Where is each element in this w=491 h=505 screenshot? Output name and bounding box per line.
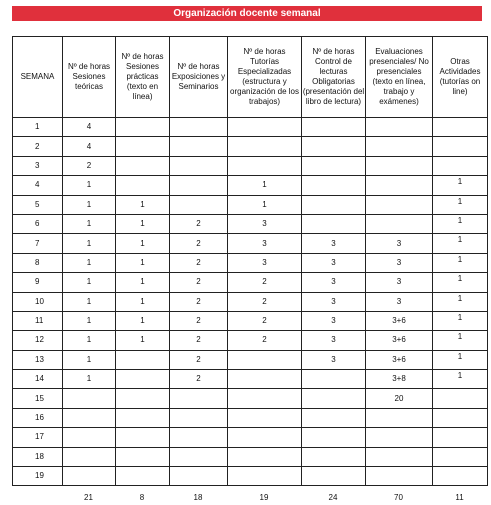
cell-evaluaciones <box>366 118 433 137</box>
weekly-schedule-table <box>12 36 488 486</box>
cell-semana: 8 <box>13 253 63 272</box>
cell-control-lecturas <box>302 467 366 486</box>
cell-semana: 10 <box>13 292 63 311</box>
cell-sesiones-practicas <box>116 118 170 137</box>
cell-sesiones-practicas: 1 <box>116 234 170 253</box>
cell-evaluaciones <box>366 467 433 486</box>
cell-control-lecturas <box>302 447 366 466</box>
cell-sesiones-teoricas: 1 <box>63 370 116 389</box>
cell-sesiones-teoricas: 1 <box>63 311 116 330</box>
cell-tutorias: 1 <box>228 195 302 214</box>
cell-exposiciones: 2 <box>170 311 228 330</box>
cell-tutorias: 2 <box>228 273 302 292</box>
cell-tutorias <box>228 467 302 486</box>
total-otras-actividades: 11 <box>455 492 464 502</box>
cell-semana: 16 <box>13 408 63 427</box>
cell-otras-actividades: 1 <box>433 292 488 311</box>
cell-evaluaciones <box>366 214 433 233</box>
cell-otras-actividades: 1 <box>433 311 488 330</box>
cell-semana: 5 <box>13 195 63 214</box>
header-sesiones-practicas: Nº de horas Sesiones prácticas (texto en línea) <box>116 37 170 118</box>
cell-sesiones-teoricas: 1 <box>63 195 116 214</box>
cell-tutorias <box>228 428 302 447</box>
cell-tutorias <box>228 118 302 137</box>
cell-evaluaciones: 3+6 <box>366 331 433 350</box>
cell-semana: 9 <box>13 273 63 292</box>
table-row <box>13 408 488 427</box>
cell-sesiones-practicas <box>116 137 170 156</box>
cell-otras-actividades <box>433 408 488 427</box>
cell-evaluaciones: 3 <box>366 273 433 292</box>
cell-semana: 18 <box>13 447 63 466</box>
cell-tutorias <box>228 447 302 466</box>
cell-sesiones-practicas <box>116 408 170 427</box>
cell-otras-actividades: 1 <box>433 350 488 369</box>
cell-sesiones-practicas: 1 <box>116 292 170 311</box>
table-row <box>13 467 488 486</box>
cell-evaluaciones <box>366 447 433 466</box>
cell-sesiones-teoricas <box>63 467 116 486</box>
cell-semana: 13 <box>13 350 63 369</box>
header-otras-actividades: Otras Actividades (tutorías on line) <box>433 37 488 118</box>
cell-sesiones-teoricas: 4 <box>63 137 116 156</box>
total-sesiones-teoricas: 21 <box>84 492 93 502</box>
cell-exposiciones: 2 <box>170 214 228 233</box>
cell-otras-actividades: 1 <box>433 234 488 253</box>
table-row <box>13 428 488 447</box>
table-row <box>13 292 488 311</box>
header-row <box>13 37 488 118</box>
cell-control-lecturas: 3 <box>302 292 366 311</box>
cell-tutorias <box>228 389 302 408</box>
cell-sesiones-teoricas: 1 <box>63 292 116 311</box>
cell-sesiones-practicas: 1 <box>116 331 170 350</box>
cell-otras-actividades: 1 <box>433 214 488 233</box>
cell-control-lecturas: 3 <box>302 331 366 350</box>
cell-exposiciones: 2 <box>170 331 228 350</box>
total-exposiciones: 18 <box>193 492 203 502</box>
cell-control-lecturas <box>302 389 366 408</box>
cell-evaluaciones <box>366 176 433 195</box>
cell-control-lecturas <box>302 176 366 195</box>
cell-control-lecturas: 3 <box>302 311 366 330</box>
cell-semana: 11 <box>13 311 63 330</box>
cell-tutorias <box>228 408 302 427</box>
header-evaluaciones: Evaluaciones presenciales/ No presenciales (texto en línea, trabajo y exámenes) <box>366 37 433 118</box>
cell-exposiciones: 2 <box>170 234 228 253</box>
cell-tutorias: 2 <box>228 311 302 330</box>
cell-semana: 12 <box>13 331 63 350</box>
table-row <box>13 350 488 369</box>
cell-otras-actividades <box>433 447 488 466</box>
cell-otras-actividades: 1 <box>433 176 488 195</box>
cell-semana: 14 <box>13 370 63 389</box>
cell-sesiones-practicas <box>116 428 170 447</box>
cell-otras-actividades: 1 <box>433 370 488 389</box>
cell-tutorias: 3 <box>228 214 302 233</box>
cell-tutorias: 3 <box>228 234 302 253</box>
cell-semana: 6 <box>13 214 63 233</box>
cell-otras-actividades <box>433 389 488 408</box>
cell-sesiones-practicas <box>116 370 170 389</box>
cell-sesiones-practicas <box>116 467 170 486</box>
table-row <box>13 253 488 272</box>
cell-control-lecturas <box>302 408 366 427</box>
table-row <box>13 214 488 233</box>
cell-sesiones-practicas: 1 <box>116 195 170 214</box>
cell-otras-actividades <box>433 137 488 156</box>
cell-exposiciones <box>170 447 228 466</box>
cell-semana: 3 <box>13 156 63 175</box>
cell-tutorias: 2 <box>228 292 302 311</box>
cell-semana: 2 <box>13 137 63 156</box>
cell-sesiones-practicas: 1 <box>116 253 170 272</box>
cell-semana: 17 <box>13 428 63 447</box>
cell-sesiones-teoricas <box>63 408 116 427</box>
cell-evaluaciones <box>366 408 433 427</box>
table-row <box>13 311 488 330</box>
totals-row <box>12 491 487 503</box>
cell-control-lecturas <box>302 428 366 447</box>
table-row <box>13 234 488 253</box>
header-control-lecturas: Nº de horas Control de lecturas Obligatorias (presentación del libro de lectura) <box>302 37 366 118</box>
cell-control-lecturas: 3 <box>302 273 366 292</box>
cell-sesiones-practicas <box>116 389 170 408</box>
table-row <box>13 389 488 408</box>
cell-sesiones-teoricas: 1 <box>63 331 116 350</box>
cell-tutorias <box>228 156 302 175</box>
cell-evaluaciones: 3 <box>366 253 433 272</box>
cell-control-lecturas <box>302 137 366 156</box>
cell-sesiones-teoricas: 1 <box>63 253 116 272</box>
cell-sesiones-practicas: 1 <box>116 214 170 233</box>
cell-evaluaciones: 20 <box>366 389 433 408</box>
total-control-lecturas: 24 <box>328 492 338 502</box>
cell-exposiciones <box>170 137 228 156</box>
cell-exposiciones: 2 <box>170 350 228 369</box>
cell-sesiones-teoricas: 2 <box>63 156 116 175</box>
total-evaluaciones: 70 <box>394 492 403 502</box>
table-row <box>13 137 488 156</box>
cell-control-lecturas: 3 <box>302 234 366 253</box>
cell-exposiciones: 2 <box>170 370 228 389</box>
cell-sesiones-teoricas: 1 <box>63 214 116 233</box>
cell-sesiones-teoricas <box>63 447 116 466</box>
cell-sesiones-teoricas: 4 <box>63 118 116 137</box>
cell-sesiones-practicas <box>116 447 170 466</box>
cell-tutorias: 3 <box>228 253 302 272</box>
cell-tutorias: 1 <box>228 176 302 195</box>
cell-control-lecturas: 3 <box>302 350 366 369</box>
cell-sesiones-practicas <box>116 176 170 195</box>
cell-exposiciones <box>170 389 228 408</box>
cell-exposiciones <box>170 467 228 486</box>
cell-tutorias: 2 <box>228 331 302 350</box>
cell-sesiones-practicas <box>116 156 170 175</box>
cell-control-lecturas <box>302 214 366 233</box>
cell-sesiones-teoricas: 1 <box>63 350 116 369</box>
cell-tutorias <box>228 137 302 156</box>
cell-otras-actividades <box>433 428 488 447</box>
cell-evaluaciones <box>366 156 433 175</box>
cell-evaluaciones: 3 <box>366 234 433 253</box>
cell-otras-actividades: 1 <box>433 273 488 292</box>
cell-exposiciones: 2 <box>170 292 228 311</box>
cell-otras-actividades: 1 <box>433 331 488 350</box>
total-semana <box>12 491 62 503</box>
table-row <box>13 195 488 214</box>
cell-sesiones-teoricas <box>63 428 116 447</box>
cell-semana: 15 <box>13 389 63 408</box>
cell-exposiciones: 2 <box>170 253 228 272</box>
cell-semana: 19 <box>13 467 63 486</box>
cell-control-lecturas <box>302 195 366 214</box>
cell-otras-actividades: 1 <box>433 195 488 214</box>
cell-evaluaciones: 3 <box>366 292 433 311</box>
cell-otras-actividades <box>433 118 488 137</box>
header-sesiones-teoricas: Nº de horas Sesiones teóricas <box>63 37 116 118</box>
cell-evaluaciones: 3+6 <box>366 311 433 330</box>
cell-otras-actividades <box>433 467 488 486</box>
total-tutorias: 19 <box>259 492 269 502</box>
page-title: Organización docente semanal <box>12 6 482 21</box>
cell-sesiones-practicas: 1 <box>116 273 170 292</box>
cell-exposiciones <box>170 195 228 214</box>
cell-evaluaciones <box>366 428 433 447</box>
cell-exposiciones <box>170 118 228 137</box>
cell-exposiciones <box>170 408 228 427</box>
cell-tutorias <box>228 350 302 369</box>
cell-sesiones-teoricas: 1 <box>63 273 116 292</box>
cell-evaluaciones <box>366 195 433 214</box>
cell-sesiones-teoricas <box>63 389 116 408</box>
header-tutorias-especializadas: Nº de horas Tutorías Especializadas (estructura y organización de los trabajos) <box>228 37 302 118</box>
table-row <box>13 118 488 137</box>
total-sesiones-practicas: 8 <box>139 492 145 502</box>
cell-sesiones-practicas: 1 <box>116 311 170 330</box>
table-row <box>13 156 488 175</box>
cell-tutorias <box>228 370 302 389</box>
cell-sesiones-teoricas: 1 <box>63 234 116 253</box>
cell-evaluaciones: 3+6 <box>366 350 433 369</box>
cell-otras-actividades: 1 <box>433 253 488 272</box>
cell-control-lecturas <box>302 370 366 389</box>
cell-exposiciones <box>170 428 228 447</box>
cell-sesiones-practicas <box>116 350 170 369</box>
table-row <box>13 176 488 195</box>
header-exposiciones-seminarios: Nº de horas Exposiciones y Seminarios <box>170 37 228 118</box>
cell-control-lecturas: 3 <box>302 253 366 272</box>
cell-evaluaciones: 3+8 <box>366 370 433 389</box>
cell-exposiciones: 2 <box>170 273 228 292</box>
cell-exposiciones <box>170 176 228 195</box>
table-row <box>13 273 488 292</box>
cell-control-lecturas <box>302 118 366 137</box>
cell-otras-actividades <box>433 156 488 175</box>
cell-exposiciones <box>170 156 228 175</box>
header-semana: SEMANA <box>13 37 63 118</box>
cell-semana: 7 <box>13 234 63 253</box>
table-row <box>13 447 488 466</box>
cell-evaluaciones <box>366 137 433 156</box>
cell-control-lecturas <box>302 156 366 175</box>
cell-semana: 1 <box>13 118 63 137</box>
cell-sesiones-teoricas: 1 <box>63 176 116 195</box>
table-row <box>13 370 488 389</box>
table-row <box>13 331 488 350</box>
cell-semana: 4 <box>13 176 63 195</box>
